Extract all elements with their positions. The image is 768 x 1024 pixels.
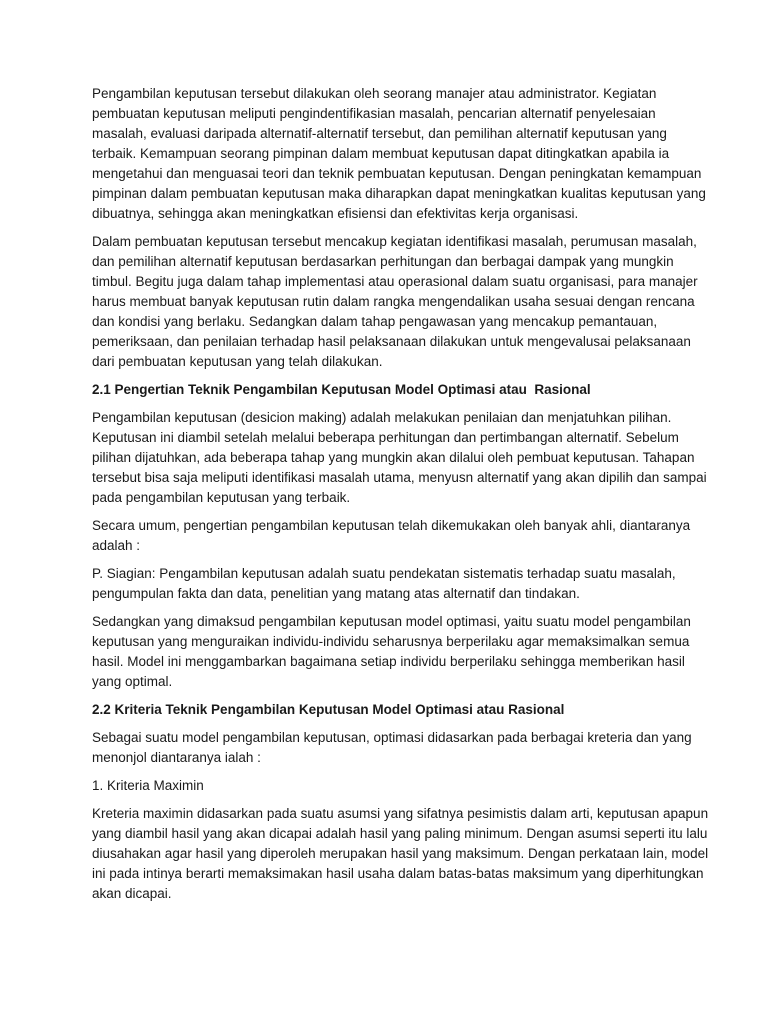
paragraph-model-optimasi: Sedangkan yang dimaksud pengambilan keputusan model optimasi, yaitu suatu model pengambilan keputusan yang menguraikan individu-individu seharusnya berperilaku agar memaksimalkan semua hasil. Model ini menggambarkan bagaimana setiap individu berperilaku sehingga memberikan hasil yang optimal. (92, 614, 695, 689)
paragraph-p-siagian-quote: P. Siagian: Pengambilan keputusan adalah suatu pendekatan sistematis terhadap suatu masalah, pengumpulan fakta dan data, penelitian yang matang atas alternatif dan tindakan. (92, 566, 680, 601)
paragraph-decision-process: Dalam pembuatan keputusan tersebut mencakup kegiatan identifikasi masalah, perumusan masalah, dan pemilihan alternatif keputusan berdasarkan perhitungan dan berbagai dampak yang mungkin timbul. Begitu juga dalam tahap implementasi atau operasional dalam suatu organisasi, para manajer harus membuat banyak keputusan rutin dalam rangka mengendalikan usaha sesuai dengan rencana dan kondisi yang berlaku. Sedangkan dalam tahap pengawasan yang mencakup pemantauan, pemeriksaan, dan penilaian terhadap hasil pelaksanaan dilakukan untuk mengevalusai pelaksanaan dari pembuatan keputusan yang telah dilakukan. (92, 234, 702, 369)
paragraph-decision-maker-intro: Pengambilan keputusan tersebut dilakukan oleh seorang manajer atau administrator. Kegiatan pembuatan keputusan meliputi pengindentifikasian masalah, pencarian alternatif penyelesaian masalah, evaluasi daripada alternatif-alternatif tersebut, dan pemilihan alternatif keputusan yang terbaik. Kemampuan seorang pimpinan dalam membuat keputusan dapat ditingkatkan apabila ia mengetahui dan menguasai teori dan teknik pembuatan keputusan. Dengan peningkatan kemampuan pimpinan dalam pembuatan keputusan maka diharapkan dapat meningkatkan kualitas keputusan yang dibuatnya, sehingga akan meningkatkan efisiensi dan efektivitas kerja organisasi. (92, 86, 710, 221)
paragraph-secara-umum: Secara umum, pengertian pengambilan keputusan telah dikemukakan oleh banyak ahli, diantaranya adalah : (92, 518, 694, 553)
section-heading-2-2: 2.2 Kriteria Teknik Pengambilan Keputusan Model Optimasi atau Rasional (92, 702, 565, 717)
paragraph-kriteria-intro: Sebagai suatu model pengambilan keputusan, optimasi didasarkan pada berbagai kreteria dan yang menonjol diantaranya ialah : (92, 730, 696, 765)
document-text-body (92, 84, 712, 912)
list-item-kriteria-maximin: 1. Kriteria Maximin (92, 778, 204, 793)
section-heading-2-1: 2.1 Pengertian Teknik Pengambilan Keputusan Model Optimasi atau Rasional (92, 382, 591, 397)
paragraph-definition-decision-making: Pengambilan keputusan (desicion making) adalah melakukan penilaian dan menjatuhkan pilihan. Keputusan ini diambil setelah melalui beberapa perhitungan dan pertimbangan alternatif. Sebelum pilihan dijatuhkan, ada beberapa tahap yang mungkin akan dilalui oleh pembuat keputusan. Tahapan tersebut bisa saja meliputi identifikasi masalah utama, menyusn alternatif yang akan dipilih dan sampai pada pengambilan keputusan yang terbaik. (92, 410, 711, 505)
paragraph-kriteria-maximin-description: Kreteria maximin didasarkan pada suatu asumsi yang sifatnya pesimistis dalam arti, keputusan apapun yang diambil hasil yang akan dicapai adalah hasil yang paling minimum. Dengan asumsi seperti itu lalu diusahakan agar hasil yang diperoleh merupakan hasil yang maksimum. Dengan perkataan lain, model ini pada intinya berarti memaksimakan hasil usaha dalam batas-batas maksimum yang diperhitungkan akan dicapai. (92, 806, 712, 901)
